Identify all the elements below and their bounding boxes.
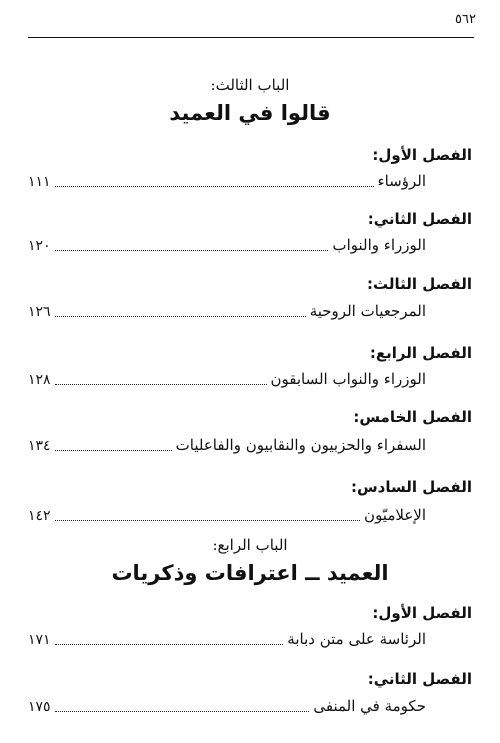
chapter-label: الفصل الخامس: [353, 408, 472, 426]
header-rule [28, 37, 474, 38]
toc-entry-title: الإعلاميّون [364, 506, 426, 524]
toc-entry-page: ١٤٢ [28, 508, 51, 524]
chapter-label: الفصل السادس: [350, 478, 472, 496]
dot-leader [55, 176, 374, 187]
dot-leader [55, 440, 172, 451]
dot-leader [55, 701, 310, 712]
toc-entry-page: ١٢٠ [28, 238, 51, 254]
dot-leader [55, 306, 306, 317]
chapter-label: الفصل الثاني: [367, 670, 472, 688]
toc-entry[interactable] [28, 172, 426, 192]
toc-entry-title: السفراء والحزبيون والنقابيون والفاعليات [175, 436, 426, 454]
toc-entry-title: الوزراء والنواب السابقون [270, 370, 426, 388]
chapter-label: الفصل الرابع: [369, 344, 472, 362]
dot-leader [55, 510, 360, 521]
part-label: الباب الرابع: [212, 536, 288, 554]
toc-entry[interactable] [28, 436, 426, 456]
toc-entry-page: ١٧٥ [28, 699, 51, 715]
page-number: ٥٦٢ [455, 12, 476, 27]
part-title: قالوا في العميد [169, 101, 331, 125]
toc-entry[interactable] [28, 302, 426, 322]
part-label: الباب الثالث: [210, 76, 290, 94]
toc-entry-page: ١٢٦ [28, 304, 51, 320]
chapter-label: الفصل الثالث: [367, 275, 472, 293]
dot-leader [55, 240, 329, 251]
dot-leader [55, 374, 267, 385]
toc-entry-title: حكومة في المنفى [313, 697, 426, 715]
chapter-label: الفصل الثاني: [367, 210, 472, 228]
toc-entry[interactable] [28, 236, 426, 256]
toc-entry-page: ١٢٨ [28, 372, 51, 388]
part-title: العميد ــ اعترافات وذكريات [111, 561, 389, 585]
toc-entry[interactable] [28, 506, 426, 526]
chapter-label: الفصل الأول: [372, 604, 472, 622]
toc-entry-title: المرجعيات الروحية [309, 302, 426, 320]
chapter-label: الفصل الأول: [372, 146, 472, 164]
toc-entry-title: الرئاسة على متن دبابة [287, 630, 426, 648]
dot-leader [55, 634, 284, 645]
toc-entry-title: الوزراء والنواب [332, 236, 426, 254]
toc-entry-page: ١١١ [28, 174, 51, 190]
toc-entry-page: ١٧١ [28, 632, 51, 648]
toc-entry[interactable] [28, 697, 426, 717]
toc-entry-page: ١٣٤ [28, 438, 51, 454]
toc-entry[interactable] [28, 370, 426, 390]
toc-entry-title: الرؤساء [377, 172, 426, 190]
toc-entry[interactable] [28, 630, 426, 650]
